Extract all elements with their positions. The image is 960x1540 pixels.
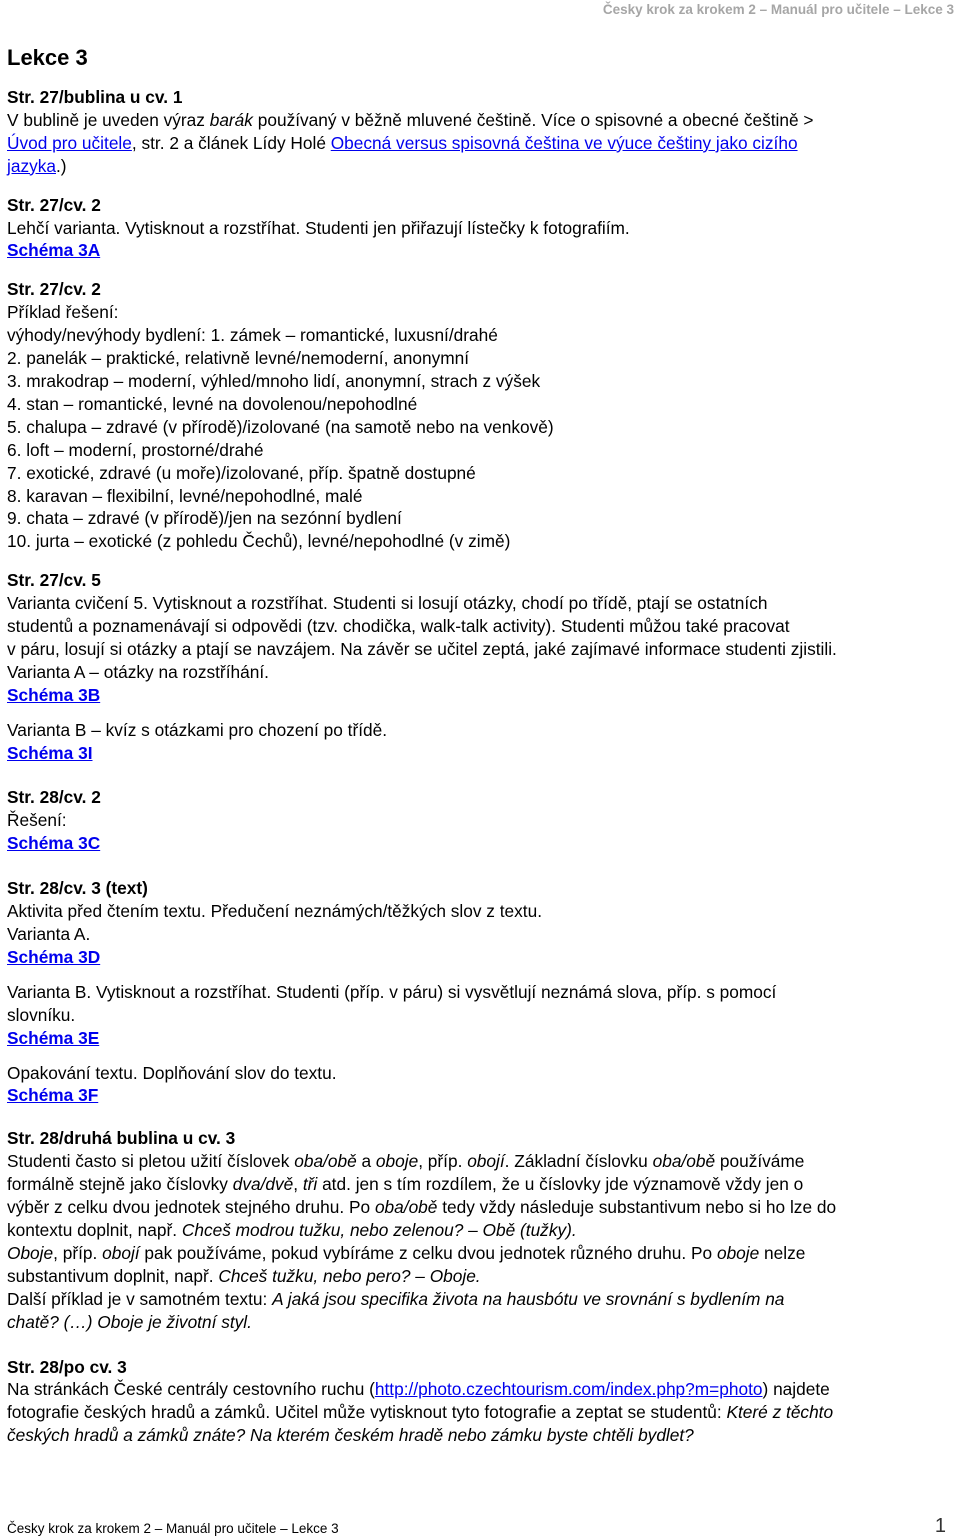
paragraph-line: substantivum doplnit, např. Chceš tužku, nebo pero? – Oboje.: [7, 1265, 481, 1286]
paragraph-line: Varianta A.: [7, 924, 91, 944]
schema-link-3f[interactable]: Schéma 3F: [7, 1085, 99, 1106]
paragraph-line: Studenti často si pletou užití číslovek oba/obě a oboje, příp. obojí. Základní číslovku oba/obě používáme: [7, 1151, 805, 1172]
section-28-cv2: [7, 786, 957, 855]
solution-list-item: 9. chata – zdravé (v přírodě)/jen na sezónní bydlení: [7, 508, 402, 529]
section-heading: Str. 28/po cv. 3: [7, 1356, 127, 1377]
link-obecna-versus-spisovna-cont[interactable]: jazyka: [7, 155, 56, 176]
paragraph-line: výběr z celku dvou jednotek stejného druhu. Po oba/obě tedy vždy následuje substantivum nebo si ho lze do: [7, 1197, 837, 1218]
page-number: 1: [934, 1515, 946, 1537]
paragraph-line: Další příklad je v samotném textu: A jaká jsou specifika života na hausbótu ve srovnání s bydlením na: [7, 1288, 785, 1309]
text: používaný v běžně mluvené češtině. Více o spisovné a obecné češtině >: [252, 109, 814, 130]
page-title: Lekce 3: [7, 45, 88, 70]
solution-list: [7, 324, 957, 553]
schema-link-3d[interactable]: Schéma 3D: [7, 946, 101, 967]
paragraph-line: [7, 132, 957, 155]
paragraph-line: chatě? (…) Oboje je životní styl.: [7, 1311, 252, 1332]
section-heading: Str. 27/cv. 2: [7, 194, 101, 215]
link-czechtourism[interactable]: http://photo.czechtourism.com/index.php?m=photo: [374, 1379, 763, 1400]
paragraph-line: fotografie českých hradů a zámků. Učitel může vytisknout tyto fotografie a zeptat se studentů: Které z těchto: [7, 1402, 834, 1423]
solution-list-item: 6. loft – moderní, prostorné/drahé: [7, 439, 264, 460]
section-27-cv2-a: [7, 194, 957, 263]
solution-list-item: 5. chalupa – zdravé (v přírodě)/izolované (na samotě nebo na venkově): [7, 416, 554, 437]
paragraph-line: studentů a poznamenávají si odpovědi (tzv. chodička, walk-talk activity). Studenti můžou také pracovat: [7, 616, 790, 637]
paragraph-line: formálně stejně jako číslovky dva/dvě, tři atd. jen s tím rozdílem, že u číslovky jde významově vždy jen o: [7, 1174, 804, 1195]
section-heading: Str. 28/cv. 2: [7, 787, 101, 808]
section-bublina-cv1: [7, 86, 957, 178]
solution-list-item: 10. jurta – exotické (z pohledu Čechů), levné/nepohodlné (v zimě): [7, 531, 511, 552]
text: .): [55, 155, 67, 176]
solution-list-item: 2. panelák – praktické, relativně levné/nemoderní, anonymní: [7, 348, 470, 369]
footer-divider: [7, 1516, 946, 1517]
section-heading: Str. 28/cv. 3 (text): [7, 878, 148, 899]
solution-list-item: 7. exotické, zdravé (u moře)/izolované, příp. špatně dostupné: [7, 462, 476, 483]
schema-link-3a[interactable]: Schéma 3A: [7, 240, 101, 261]
paragraph-line: v páru, losují si otázky a ptají se navzájem. Na závěr se učitel zeptá, jaké zajímavé informace studenti zjistili.: [7, 638, 837, 659]
schema-link-3b[interactable]: Schéma 3B: [7, 684, 101, 705]
solution-list-item: 8. karavan – flexibilní, levné/nepohodlné, malé: [7, 485, 363, 506]
section-28-cv3-text: [7, 877, 957, 1107]
text: , str. 2 a článek Lídy Holé: [131, 132, 331, 153]
section-28-po-cv3: [7, 1356, 957, 1448]
section-heading: Str. 27/bublina u cv. 1: [7, 87, 183, 107]
document-body: [7, 44, 957, 1447]
text: V bublině je uveden výraz: [7, 109, 210, 130]
schema-link-3c[interactable]: Schéma 3C: [7, 833, 101, 854]
section-heading: Str. 27/cv. 2: [7, 279, 101, 300]
subheading: Řešení:: [7, 810, 67, 831]
paragraph-line: Opakování textu. Doplňování slov do textu.: [7, 1062, 337, 1083]
italic-term: barák: [209, 109, 253, 130]
paragraph-line: Varianta A – otázky na rozstříhání.: [7, 661, 269, 682]
paragraph-line: Lehčí varianta. Vytisknout a rozstříhat. Studenti jen přiřazují lístečky k fotografiím.: [7, 217, 630, 238]
paragraph-line: Oboje, příp. obojí pak používáme, pokud vybíráme z celku dvou jednotek různého druhu. Po oboje nelze: [7, 1242, 806, 1263]
paragraph-line: českých hradů a zámků znáte? Na kterém českém hradě nebo zámku byste chtěli bydlet?: [7, 1425, 694, 1446]
section-heading: Str. 27/cv. 5: [7, 570, 101, 591]
paragraph-line: Na stránkách České centrály cestovního ruchu (http://photo.czechtourism.com/index.php?m=photo) najdete: [7, 1379, 830, 1400]
link-uvod-pro-ucitele[interactable]: Úvod pro učitele: [7, 132, 132, 153]
solution-list-item: 4. stan – romantické, levné na dovolenou/nepohodlné: [7, 393, 418, 414]
paragraph-line: slovníku.: [7, 1004, 76, 1025]
link-obecna-versus-spisovna[interactable]: Obecná versus spisovná čeština ve výuce češtiny jako cizího: [330, 132, 798, 153]
section-27-cv2-b: [7, 278, 957, 553]
paragraph-line: kontextu doplnit, např. Chceš modrou tužku, nebo zelenou? – Obě (tužky).: [7, 1219, 577, 1240]
paragraph-line: Varianta B – kvíz s otázkami pro chození po třídě.: [7, 719, 388, 740]
subheading: Příklad řešení:: [7, 302, 119, 323]
paragraph-line: Aktivita před čtením textu. Předučení neznámých/těžkých slov z textu.: [7, 901, 543, 922]
paragraph-line: Varianta B. Vytisknout a rozstříhat. Studenti (příp. v páru) si vysvětlují neznámá slova, příp. s pomocí: [7, 981, 777, 1002]
paragraph-line: [7, 109, 957, 132]
schema-link-3e[interactable]: Schéma 3E: [7, 1027, 100, 1048]
section-28-druha-bublina: [7, 1127, 957, 1333]
solution-list-item: 3. mrakodrap – moderní, výhled/mnoho lidí, anonymní, strach z výšek: [7, 370, 541, 391]
footer-running-title: Česky krok za krokem 2 – Manuál pro učitele – Lekce 3: [7, 1521, 339, 1536]
section-27-cv5: [7, 569, 957, 764]
section-heading: Str. 28/druhá bublina u cv. 3: [7, 1128, 236, 1149]
paragraph-line: Varianta cvičení 5. Vytisknout a rozstříhat. Studenti si losují otázky, chodí po třídě, ptají se ostatních: [7, 593, 768, 614]
paragraph-line: [7, 155, 957, 178]
solution-list-item: výhody/nevýhody bydlení: 1. zámek – romantické, luxusní/drahé: [7, 325, 498, 346]
schema-link-3i[interactable]: Schéma 3I: [7, 742, 93, 763]
running-header: Česky krok za krokem 2 – Manuál pro učitele – Lekce 3: [602, 2, 954, 17]
